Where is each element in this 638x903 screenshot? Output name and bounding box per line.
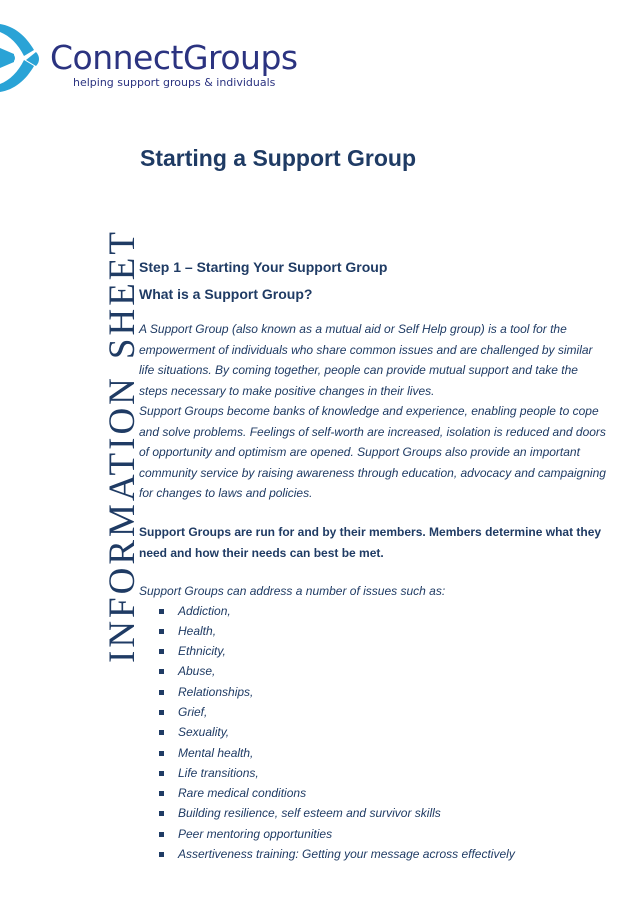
list-item-text: Life transitions, [178, 765, 259, 780]
list-item-text: Grief, [178, 704, 208, 719]
list-item-text: Ethnicity, [178, 644, 226, 659]
list-item [159, 641, 609, 661]
issues-intro: Support Groups can address a number of issues such as: [139, 583, 446, 598]
bullet-icon [159, 609, 164, 614]
bullet-icon [159, 852, 164, 857]
list-item-text: Assertiveness training: Getting your message across effectively [178, 847, 515, 862]
information-sheet-vertical-label [103, 213, 143, 663]
list-item-text: Abuse, [178, 664, 216, 679]
list-item [159, 743, 609, 763]
logo-tagline: helping support groups & individuals [73, 76, 276, 89]
logo-wordmark-connect: Connect [50, 38, 183, 77]
paragraph-definition: A Support Group (also known as a mutual aid or Self Help group) is a tool for the empowerment of individuals who share common issues and are challenged by similar life situations. By coming together, people can provide mutual support and take the steps necessary to make positive changes in their lives. [139, 322, 593, 398]
bullet-icon [159, 730, 164, 735]
list-item [159, 722, 609, 742]
logo-wordmark-groups: Groups [182, 38, 298, 77]
list-item [159, 621, 609, 641]
list-item-text: Peer mentoring opportunities [178, 826, 333, 841]
paragraph-benefits: Support Groups become banks of knowledge and experience, enabling people to cope and solve problems. Feelings of self-worth are increased, isolation is reduced and doors of opportunity and optimism are opened. Support Groups also provide an important community service by raising awareness through education, advocacy and campaigning for changes to laws and policies. [139, 404, 606, 500]
logo-wordmark [50, 40, 298, 76]
side-label-information: INFORMATION [102, 375, 143, 663]
bullet-icon [159, 771, 164, 776]
list-item [159, 682, 609, 702]
list-item-text: Mental health, [178, 745, 254, 760]
side-label-sheet: SHEET [102, 228, 143, 360]
list-item [159, 844, 609, 864]
list-item [159, 702, 609, 722]
list-item-text: Addiction, [178, 603, 231, 618]
document-body [139, 258, 609, 864]
list-item [159, 824, 609, 844]
list-item [159, 763, 609, 783]
list-item [159, 661, 609, 681]
list-item [159, 783, 609, 803]
list-item-text: Sexuality, [178, 725, 230, 740]
issues-list [139, 601, 609, 865]
connectgroups-logo [0, 18, 300, 98]
people-circle-logo-icon [0, 18, 42, 98]
bullet-icon [159, 811, 164, 816]
bullet-icon [159, 669, 164, 674]
list-item-text: Rare medical conditions [178, 786, 307, 801]
bullet-icon [159, 791, 164, 796]
list-item [159, 803, 609, 823]
list-item-text: Health, [178, 623, 217, 638]
paragraph-run-by-members: Support Groups are run for and by their members. Members determine what they need and how their needs can best be met. [139, 524, 602, 560]
page-title: Starting a Support Group [140, 145, 416, 171]
bullet-icon [159, 629, 164, 634]
list-item-text: Relationships, [178, 684, 254, 699]
bullet-icon [159, 832, 164, 837]
section-question: What is a Support Group? [139, 286, 313, 302]
bullet-icon [159, 649, 164, 654]
list-item [159, 601, 609, 621]
bullet-icon [159, 710, 164, 715]
bullet-icon [159, 690, 164, 695]
bullet-icon [159, 751, 164, 756]
step-heading: Step 1 – Starting Your Support Group [139, 259, 388, 275]
list-item-text: Building resilience, self esteem and survivor skills [178, 806, 441, 821]
